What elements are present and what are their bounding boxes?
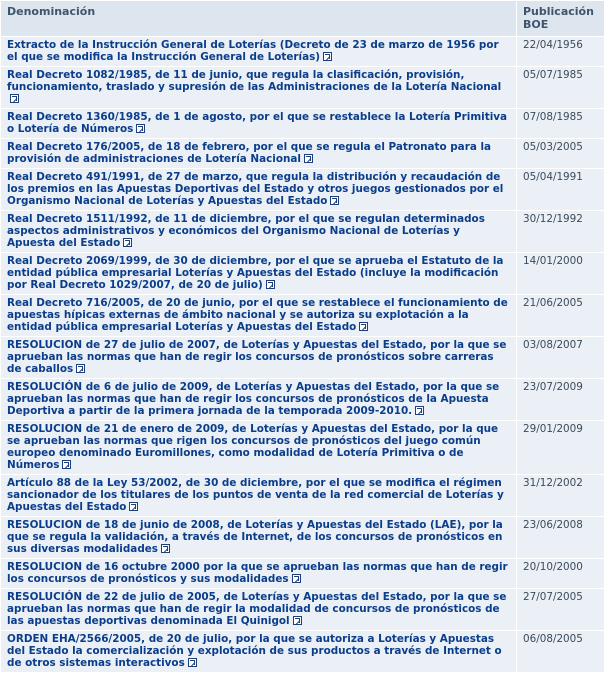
external-link-icon[interactable]	[415, 406, 424, 415]
table-row	[1, 169, 604, 211]
external-link-icon[interactable]	[330, 196, 339, 205]
boe-date: 20/10/2000	[517, 559, 604, 589]
table-row	[1, 421, 604, 475]
table-row	[1, 109, 604, 139]
boe-date: 21/06/2005	[517, 295, 604, 337]
boe-date: 29/01/2009	[517, 421, 604, 475]
table-body	[1, 37, 604, 673]
external-link-icon[interactable]	[304, 154, 313, 163]
document-link[interactable]: Real Decreto 176/2005, de 18 de febrero, por el que se regula el Patronato para la provisión de administraciones de Lotería Nacional	[7, 141, 492, 165]
document-link[interactable]: RESOLUCION de 27 de julio de 2007, de Loterías y Apuestas del Estado, por la que se aprueban las normas que han de regir los concursos de pronósticos sobre carreras de caballos	[7, 339, 507, 375]
table-header-row	[1, 1, 604, 37]
boe-date: 22/04/1956	[517, 37, 604, 67]
boe-date: 23/06/2008	[517, 517, 604, 559]
table-row	[1, 475, 604, 517]
table-row	[1, 295, 604, 337]
external-link-icon[interactable]	[188, 658, 197, 667]
table-row	[1, 559, 604, 589]
boe-date: 30/12/1992	[517, 211, 604, 253]
document-link[interactable]: Real Decreto 491/1991, de 27 de marzo, que regula la distribución y recaudación de los premios en las Apuestas Deportivas del Estado y otros juegos gestionados por el Organismo Nacional de Loterías y Apuestas del Estado	[7, 171, 504, 207]
boe-date: 06/08/2005	[517, 631, 604, 673]
table-row	[1, 253, 604, 295]
external-link-icon[interactable]	[76, 364, 85, 373]
boe-date: 03/08/2007	[517, 337, 604, 379]
document-link[interactable]: RESOLUCION de 21 de enero de 2009, de Loterías y Apuestas del Estado, por la que se aprueban las normas que rigen los concursos de pronósticos del juego común europeo denominado Euromillones, como modalidad de Lotería Primitiva o de Números	[7, 423, 499, 471]
table-row	[1, 589, 604, 631]
table-row	[1, 379, 604, 421]
boe-date: 23/07/2009	[517, 379, 604, 421]
boe-date: 05/07/1985	[517, 67, 604, 109]
document-link[interactable]: RESOLUCION de 18 de junio de 2008, de Loterías y Apuestas del Estado (LAE), por la que se regula la validación, a través de Internet, de los concursos de pronósticos en sus diversas modalidades	[7, 519, 503, 555]
boe-date: 05/04/1991	[517, 169, 604, 211]
document-link[interactable]: Real Decreto 1511/1992, de 11 de diciembre, por el que se regulan determinados aspectos administrativos y económicos del Organismo Nacional de Loterías y Apuesta del Estado	[7, 213, 485, 249]
table-row	[1, 211, 604, 253]
document-link[interactable]: Real Decreto 2069/1999, de 30 de diciembre, por el que se aprueba el Estatuto de la entidad pública empresarial Loterías y Apuestas del Estado (incluye la modificación por Real Decreto 1029/2007, de 20 de julio)	[7, 255, 504, 291]
external-link-icon[interactable]	[10, 94, 19, 103]
boe-date: 31/12/2002	[517, 475, 604, 517]
table-row	[1, 517, 604, 559]
boe-date: 05/03/2005	[517, 139, 604, 169]
document-link[interactable]: RESOLUCIÓN de 6 de julio de 2009, de Loterías y Apuestas del Estado, por la que se aprueban las normas que han de regir los concursos de pronósticos de la Apuesta Deportiva a partir de la primera jornada de la temporada 2009-2010.	[7, 381, 500, 417]
external-link-icon[interactable]	[161, 544, 170, 553]
table-row	[1, 67, 604, 109]
external-link-icon[interactable]	[129, 502, 138, 511]
document-link[interactable]: Extracto de la Instrucción General de Loterías (Decreto de 23 de marzo de 1956 por el que se modifica la Instrucción General de Loterías)	[7, 39, 499, 63]
header-publicacion-boe: Publicación BOE	[517, 1, 604, 37]
document-link[interactable]: RESOLUCIÓN de 22 de julio de 2005, de Loterías y Apuestas del Estado, por la que se aprueban las normas que han de regir la modalidad de concursos de pronósticos de las apuestas deportivas denominada El Quinigol	[7, 591, 507, 627]
external-link-icon[interactable]	[359, 322, 368, 331]
document-link[interactable]: Real Decreto 1360/1985, de 1 de agosto, por el que se restablece la Lotería Primitiva o Lotería de Números	[7, 111, 508, 135]
external-link-icon[interactable]	[123, 238, 132, 247]
boe-date: 07/08/1985	[517, 109, 604, 139]
external-link-icon[interactable]	[136, 124, 145, 133]
external-link-icon[interactable]	[323, 52, 332, 61]
table-row	[1, 139, 604, 169]
table-row	[1, 337, 604, 379]
document-link[interactable]: Real Decreto 1082/1985, de 11 de junio, que regula la clasificación, provisión, funcionamiento, traslado y supresión de las Administraciones de la Lotería Nacional	[7, 69, 502, 93]
external-link-icon[interactable]	[293, 616, 302, 625]
header-denominacion: Denominación	[1, 1, 517, 37]
boe-date: 27/07/2005	[517, 589, 604, 631]
table-row	[1, 37, 604, 67]
external-link-icon[interactable]	[292, 574, 301, 583]
table-row	[1, 631, 604, 673]
external-link-icon[interactable]	[62, 460, 71, 469]
boe-date: 14/01/2000	[517, 253, 604, 295]
document-link[interactable]: RESOLUCION de 16 octubre 2000 por la que se aprueban las normas que han de regir los concursos de pronósticos y sus modalidades	[7, 561, 508, 585]
external-link-icon[interactable]	[266, 280, 275, 289]
document-link[interactable]: Artículo 88 de la Ley 53/2002, de 30 de diciembre, por el que se modifica el régimen sancionador de los titulares de los puntos de venta de la red comercial de Loterías y Apuestas del Estado	[7, 477, 504, 513]
document-link[interactable]: Real Decreto 716/2005, de 20 de junio, por el que se restablece el funcionamiento de apuestas hípicas externas de ámbito nacional y se autoriza su explotación a la entidad pública empresarial Loterías y Apuestas del Estado	[7, 297, 508, 333]
document-link[interactable]: ORDEN EHA/2566/2005, de 20 de julio, por la que se autoriza a Loterías y Apuestas del Estado la comercialización y explotación de sus productos a través de Internet o de otros sistemas interactivos	[7, 633, 502, 669]
